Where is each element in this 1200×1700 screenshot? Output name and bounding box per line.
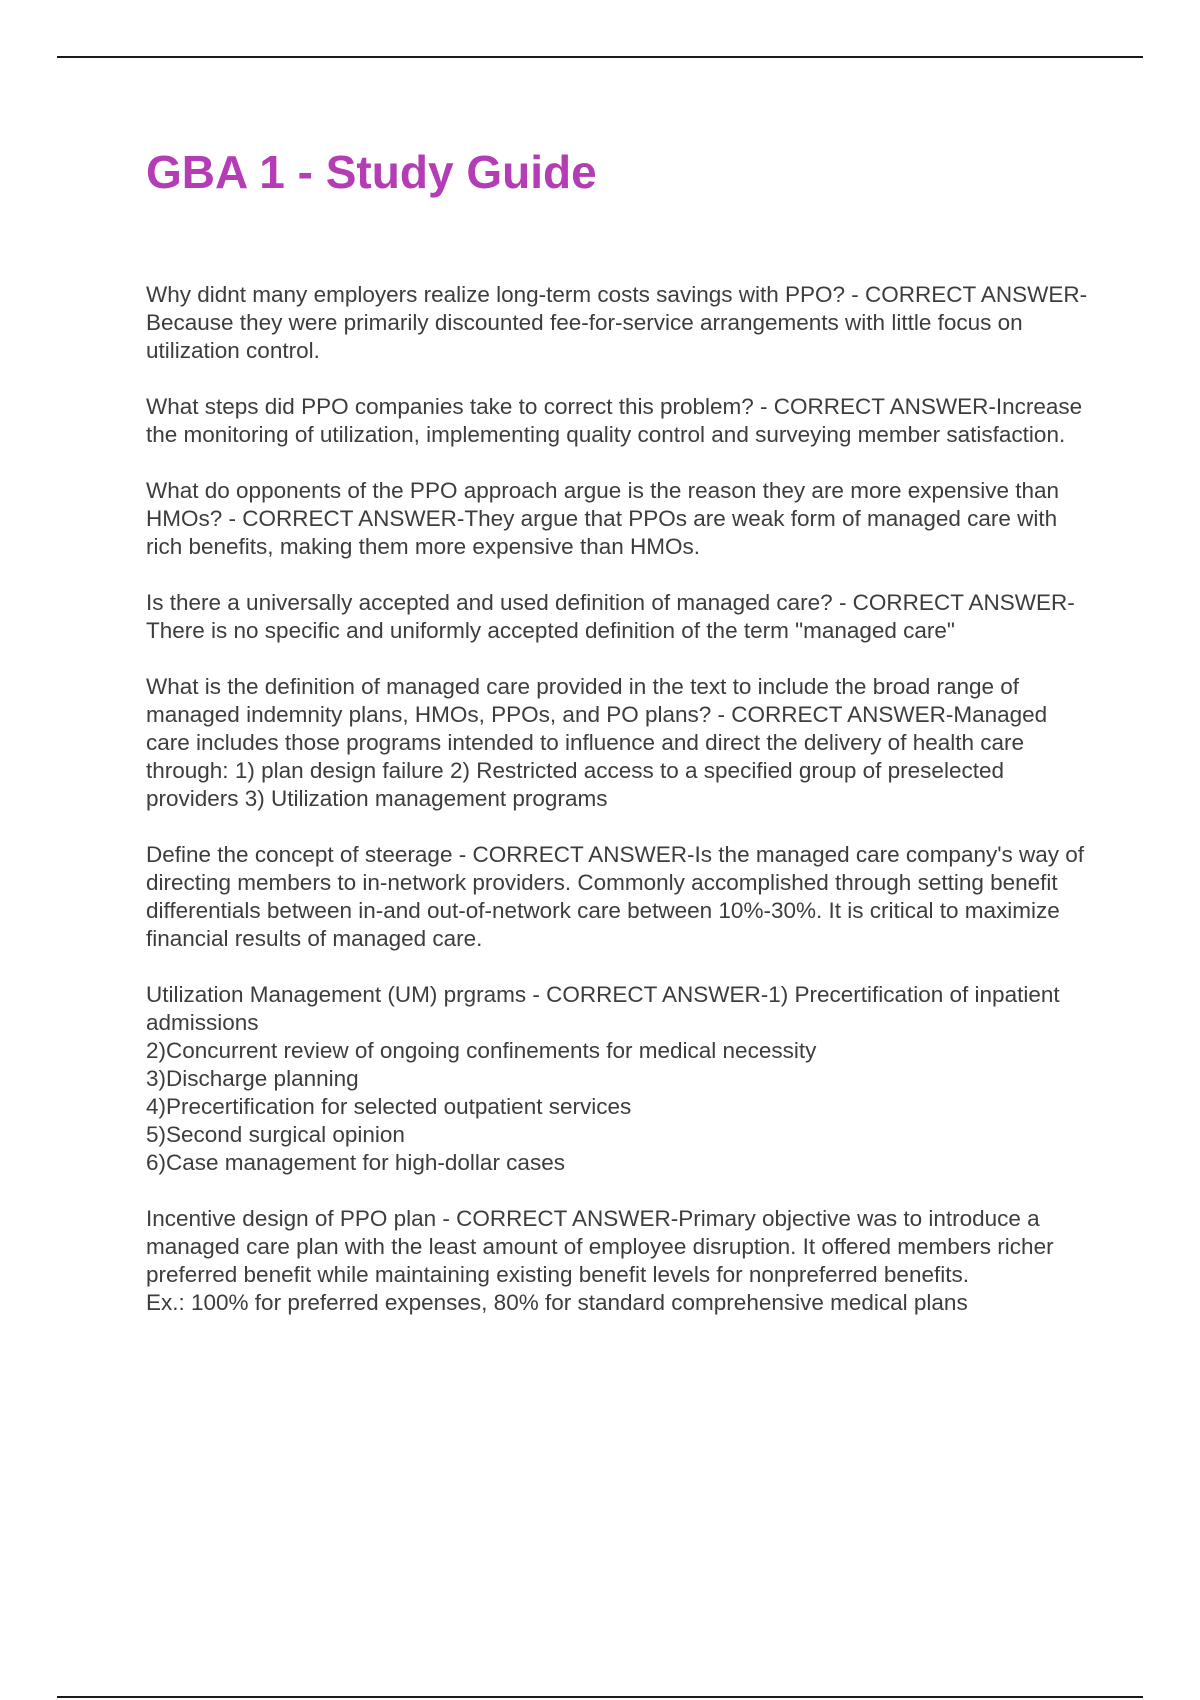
qa-entry: What steps did PPO companies take to correct this problem? - CORRECT ANSWER-Increase the monitoring of utilization, implementing quality control and surveying member satisfaction. <box>146 394 1083 447</box>
qa-entry: Why didnt many employers realize long-term costs savings with PPO? - CORRECT ANSWER-Because they were primarily discounted fee-for-service arrangements with little focus on utilization control. <box>146 282 1088 363</box>
document-body <box>146 142 1096 1345</box>
qa-entry: Is there a universally accepted and used definition of managed care? - CORRECT ANSWER-There is no specific and uniformly accepted definition of the term "managed care" <box>146 590 1075 643</box>
qa-entry: What do opponents of the PPO approach argue is the reason they are more expensive than HMOs? - CORRECT ANSWER-They argue that PPOs are weak form of managed care with rich benefits, making them more expensive than HMOs. <box>146 478 1060 559</box>
qa-entry: Incentive design of PPO plan - CORRECT ANSWER-Primary objective was to introduce a managed care plan with the least amount of employee disruption. It offered members richer preferred benefit while maintaining existing benefit levels for nonpreferred benefits. Ex.: 100% for preferred expenses, 80% for standard comprehensive medical plans <box>146 1206 1054 1315</box>
qa-list <box>146 281 1096 1317</box>
top-rule <box>57 56 1143 58</box>
bottom-rule <box>57 1696 1143 1698</box>
qa-entry: Utilization Management (UM) prgrams - CORRECT ANSWER-1) Precertification of inpatient admissions 2)Concurrent review of ongoing confinements for medical necessity 3)Discharge planning 4)Precertification for selected outpatient services 5)Second surgical opinion 6)Case management for high-dollar cases <box>146 982 1060 1175</box>
qa-entry: What is the definition of managed care provided in the text to include the broad range of managed indemnity plans, HMOs, PPOs, and PO plans? - CORRECT ANSWER-Managed care includes those programs intended to influence and direct the delivery of health care through: 1) plan design failure 2) Restricted access to a specified group of preselected providers 3) Utilization management programs <box>146 674 1048 811</box>
qa-entry: Define the concept of steerage - CORRECT ANSWER-Is the managed care company's way of directing members to in-network providers. Commonly accomplished through setting benefit differentials between in-and out-of-network care between 10%-30%. It is critical to maximize financial results of managed care. <box>146 842 1085 951</box>
document-title: GBA 1 - Study Guide <box>146 146 597 198</box>
